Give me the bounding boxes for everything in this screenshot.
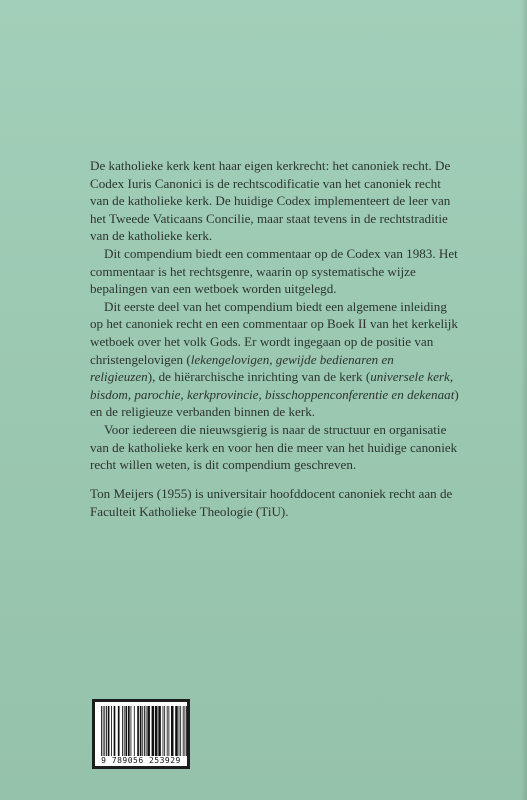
barcode-bar <box>128 706 130 756</box>
barcode-bar <box>124 706 125 756</box>
barcode-bar <box>168 706 169 756</box>
blurb-paragraph-4: Voor iedereen die nieuwsgierig is naar de structuur en organisatie van de katholieke kerk en voor hen die meer van het huidige canoniek recht willen weten, is dit compendium geschreven. <box>90 421 458 473</box>
barcode-bar <box>101 706 102 756</box>
barcode-bar <box>179 706 180 756</box>
author-bio: Ton Meijers (1955) is universitair hoofddocent canoniek recht aan de Faculteit Katholieke Theologie (TiU). <box>90 486 453 519</box>
barcode-bar <box>140 706 142 756</box>
barcode-bar <box>142 706 143 756</box>
barcode-bar <box>163 706 164 756</box>
barcode-bar <box>167 706 168 756</box>
barcode-bars <box>100 706 188 756</box>
barcode-bar <box>186 706 187 756</box>
blurb-paragraph-1: De katholieke kerk kent haar eigen kerkrecht: het canoniek recht. De Codex Iuris Canonici is de rechtscodificatie van het canoniek recht van de katholieke kerk. De huidige Codex implementeert de leer van het Tweede Vaticaans Concilie, maar staat tevens in de rechtstraditie van de katholieke kerk. <box>90 158 451 244</box>
blurb-p3-text-3: ) en de religieuze verbanden binnen de kerk. <box>90 386 459 420</box>
barcode-bar <box>122 706 123 756</box>
barcode-bar <box>164 706 165 756</box>
barcode-bar <box>155 706 158 756</box>
barcode-bar <box>175 706 178 756</box>
back-cover-blurb <box>90 157 460 474</box>
blurb-p3-text-1: Dit eerste deel van het compendium biedt een algemene inleiding op het canoniek recht en een commentaar op Boek II van het kerkelijk wetboek over het volk Gods. Er wordt ingegaan op de positie van christengelovigen ( <box>90 298 458 367</box>
barcode-bar <box>180 706 181 756</box>
barcode-bar <box>184 706 185 756</box>
blurb-p3-text-2: ), de hiërarchische inrichting van de kerk ( <box>147 369 371 385</box>
blurb-paragraph-3 <box>90 298 460 421</box>
barcode-bar <box>114 706 116 756</box>
barcode-bar <box>171 706 174 756</box>
barcode-bar <box>103 706 104 756</box>
barcode-bar <box>147 706 150 756</box>
barcode-bar <box>106 706 107 756</box>
barcode-bar <box>183 706 184 756</box>
barcode-bar <box>118 706 120 756</box>
blurb-p3-italic-2: universele kerk, bisdom, parochie, kerkprovincie, bisschoppenconferentie en dekenaat <box>90 369 455 402</box>
barcode-bar <box>152 706 155 756</box>
blurb-paragraph-2: Dit compendium biedt een commentaar op de Codex van 1983. Het commentaar is het rechtsgenre, waarin op systematische wijze bepalingen van een wetboek worden uitgelegd. <box>90 245 458 297</box>
barcode-bar <box>131 706 132 756</box>
barcode-bar <box>134 706 135 756</box>
blurb-p3-italic-1: lekengelovigen, gewijde bedienaren en religieuzen <box>90 351 394 385</box>
isbn-barcode <box>92 699 190 769</box>
cover-edge-shadow <box>521 0 527 800</box>
barcode-bar <box>104 706 105 756</box>
barcode-bar <box>137 706 139 756</box>
barcode-bar <box>108 706 110 756</box>
barcode-bar <box>146 706 147 756</box>
barcode-number: 9 789056 253929 <box>101 756 181 765</box>
barcode-bar <box>144 706 145 756</box>
barcode-bar <box>125 706 127 756</box>
barcode-bar <box>158 706 161 756</box>
barcode-bar <box>111 706 112 756</box>
